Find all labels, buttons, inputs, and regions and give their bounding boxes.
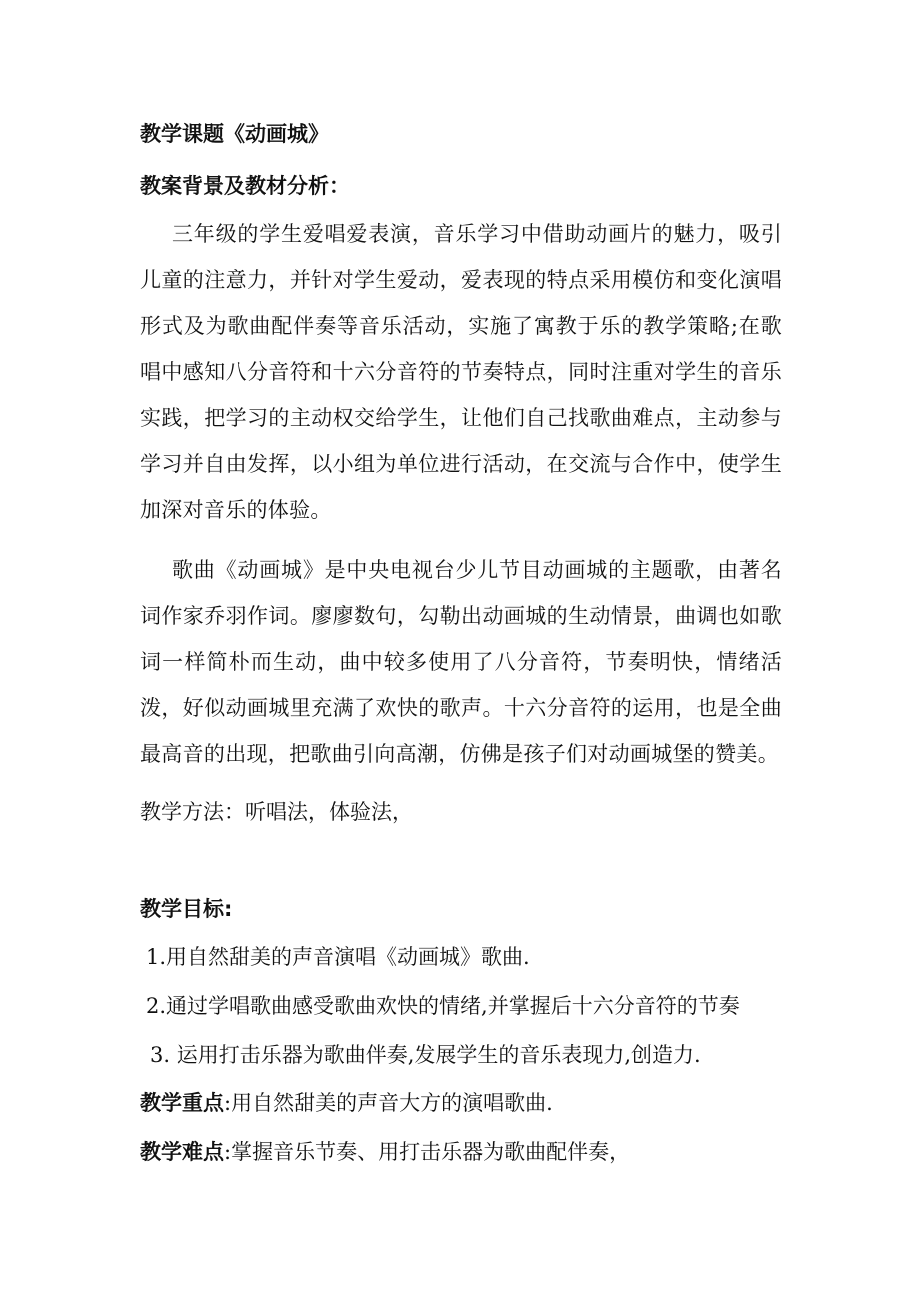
key-point-line: [140, 1087, 553, 1119]
objective-item-2: 2.通过学唱歌曲感受歌曲欢快的情绪,并掌握后十六分音符的节奏: [146, 994, 740, 1018]
objective-item-1: 1.用自然甜美的声音演唱《动画城》歌曲.: [146, 945, 530, 969]
difficulty-text: :掌握音乐节奏、用打击乐器为歌曲配伴奏，: [224, 1140, 631, 1164]
background-paragraph-1: 三年级的学生爱唱爱表演，音乐学习中借助动画片的魅力，吸引儿童的注意力，并针对学生爱动，爱表现的特点采用模仿和变化演唱形式及为歌曲配伴奏等音乐活动，实施了寓教于乐的教学策略;在歌唱中感知八分音符和十六分音符的节奏特点，同时注重对学生的音乐实践，把学习的主动权交给学生，让他们自己找歌曲难点，主动参与学习并自由发挥，以小组为单位进行活动，在交流与合作中，使学生加深对音乐的体验。: [140, 222, 782, 522]
difficulty-label: 教学难点: [140, 1140, 224, 1164]
difficulty-line: [140, 1136, 630, 1168]
objective-item-3: 3. 运用打击乐器为歌曲伴奏,发展学生的音乐表现力,创造力.: [150, 1043, 701, 1067]
objectives-heading: 教学目标:: [140, 897, 233, 921]
background-paragraph-2: 歌曲《动画城》是中央电视台少儿节目动画城的主题歌，由著名词作家乔羽作词。廖廖数句，勾勒出动画城的生动情景，曲调也如歌词一样简朴而生动，曲中较多使用了八分音符，节奏明快，情绪活泼，好似动画城里充满了欢快的歌声。十六分音符的运用，也是全曲最高音的出现，把歌曲引向高潮，仿佛是孩子们对动画城堡的赞美。: [140, 558, 782, 766]
teaching-methods: 教学方法：听唱法，体验法，: [140, 800, 413, 824]
lesson-title: 教学课题《动画城》: [140, 122, 329, 146]
key-point-text: :用自然甜美的声音大方的演唱歌曲.: [224, 1091, 553, 1115]
background-heading: 教案背景及教材分析：: [140, 174, 350, 198]
key-point-label: 教学重点: [140, 1091, 224, 1115]
